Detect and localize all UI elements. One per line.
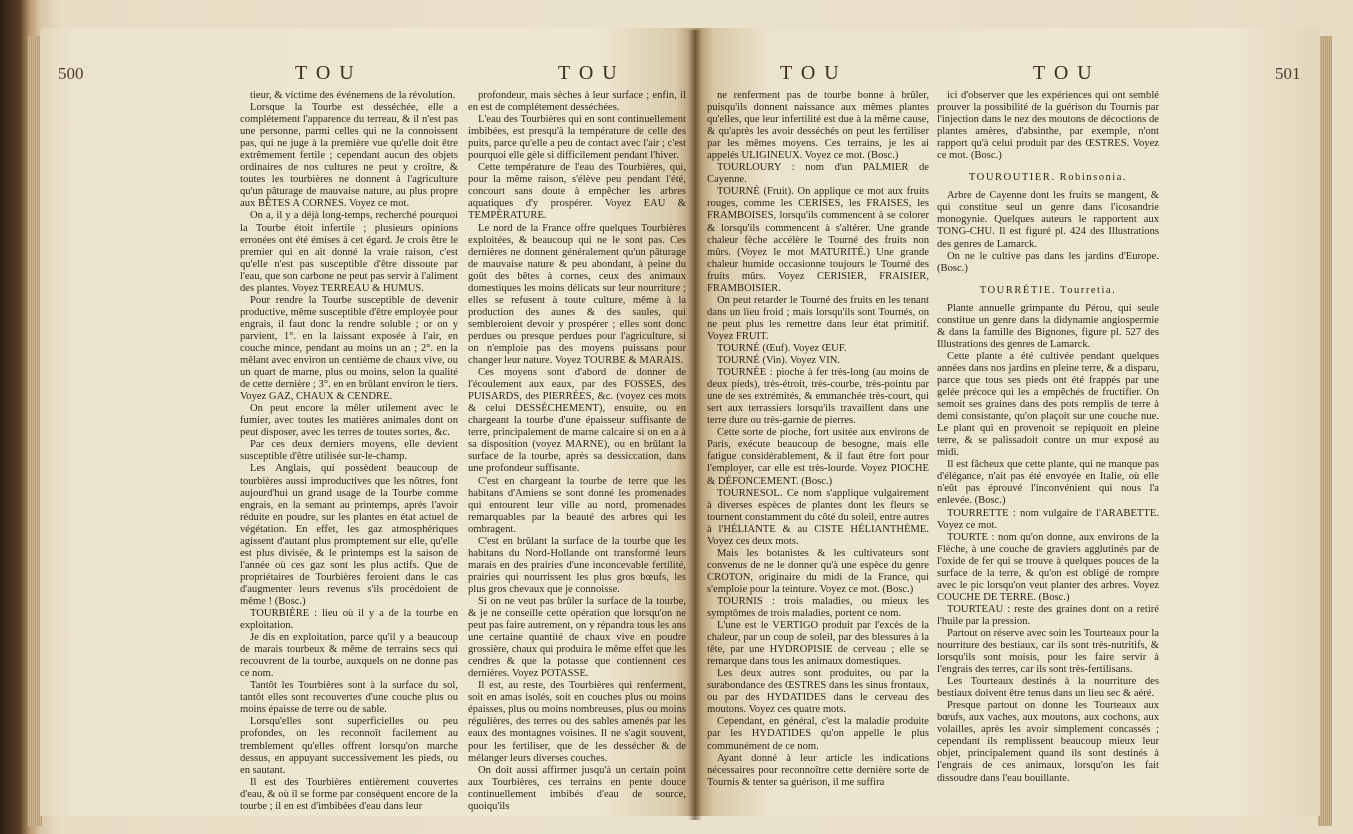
entry-heading: TOURRÉTIE. Tourretia. <box>979 284 1117 296</box>
paragraph: TOURLOURY : nom d'un PALMIER de Cayenne. <box>707 162 929 186</box>
paragraph: Les Tourteaux destinés à la nourriture des bestiaux doivent être tenus dans un lieu sec & aéré. <box>937 676 1159 700</box>
paragraph: Plante annuelle grimpante du Pérou, qui seule constitue un genre dans la didynamie angiospermie & dans la famille des Bignones, figure pl. 527 des Illustrations des genres de Lamarck. <box>937 302 1159 350</box>
paragraph: Il est fâcheux que cette plante, qui ne manque pas d'élégance, n'ait pas été envoyée en Italie, où elle n'eût pas éprouvé l'inconvénient qui nous l'a enlevée. (Bosc.) <box>937 459 1159 507</box>
left-column-1 <box>240 90 458 813</box>
paragraph: Ayant donné à leur article les indications nécessaires pour reconnoître cette dernière sorte de Tournis & tenter sa guérison, il me suffira <box>707 752 929 788</box>
left-page-number: 500 <box>58 64 84 83</box>
left-column-2 <box>468 90 686 813</box>
paragraph: Arbre de Cayenne dont les fruits se mangent, & qui constitue seul un genre dans l'icosandrie monogynie. Quelques auteurs le rapportent aux TONG-CHU. Il est figuré pl. 424 des Illustrations des genres de Lamarck. <box>937 190 1159 250</box>
paragraph: Mais les botanistes & les cultivateurs sont convenus de ne le donner qu'à une espèce du genre CROTON, originaire du midi de la France, qui s'emploie pour la teinture. Voyez ce mot. (Bosc.) <box>707 547 929 595</box>
paragraph: Il est des Tourbières entièrement couvertes d'eau, & où il se forme par conséquent encore de la tourbe ; il en est d'imbibées d'eau dans leur <box>240 776 458 812</box>
paragraph: Tantôt les Tourbières sont à la surface du sol, tantôt elles sont recouvertes d'une couche plus ou moins épaisse de terre ou de sable. <box>240 680 458 716</box>
paragraph: tieur, & victime des événemens de la révolution. <box>250 90 456 101</box>
right-running-head-left: TOU <box>780 62 848 84</box>
left-running-head-left: TOU <box>295 62 363 84</box>
paragraph: TOURBIÈRE : lieu où il y a de la tourbe en exploitation. <box>240 608 458 632</box>
paragraph: L'une est le VERTIGO produit par l'excès de la chaleur, par un coup de soleil, par des blessures à la tête, par une HYDROPISIE de cerveau ; elle se remarque dans tous les animaux domestiques. <box>707 620 929 668</box>
paragraph: TOURTE : nom qu'on donne, aux environs de la Flèche, à une couche de graviers agglutinés par de l'oxide de fer qui se trouve à quelques pouces de la surface de la terre, & qu'on est obligé de rompre avec le pic lorsqu'on veut planter des arbres. Voyez COUCHE DE TERRE. (Bosc.) <box>937 531 1159 603</box>
paragraph: Pour rendre la Tourbe susceptible de devenir productive, même susceptible d'être employée pour engrais, il faut donc la rendre soluble ; or on y parvient, 1°. en la laissant exposée à l'air, en couche mince, pendant au moins un an ; 2°. en la mêlant avec environ un centième de chaux vive, ou un quart de marne, plus ou moins, selon la qualité de cette dernière ; 3°. en en brûlant environ le tiers. Voyez GAZ, CHAUX & CENDRE. <box>240 294 458 403</box>
right-page-stack-edge <box>1318 36 1332 826</box>
paragraph: Cependant, en général, c'est la maladie produite par les HYDATIDES qu'on appelle le plus communément de ce nom. <box>707 716 929 752</box>
paragraph: Si on ne veut pas brûler la surface de la tourbe, & je ne conseille cette opération que lorsqu'on ne peut pas faire autrement, on y répandra tous les ans une certaine quantité de chaux vive en poudre grossière, chaux qui produira le même effet que les cendres & que la potasse que contiennent ces dernières. Voyez POTASSE. <box>468 595 686 680</box>
paragraph: profondeur, mais sèches à leur surface ; enfin, il en est de complétement desséchées. <box>468 90 686 114</box>
left-page <box>40 28 695 816</box>
entry-heading: TOUROUTIER. Robinsonia. <box>968 172 1128 184</box>
right-column-1 <box>707 90 929 789</box>
left-running-head-right: TOU <box>558 62 626 84</box>
paragraph: Presque partout on donne les Tourteaux aux bœufs, aux vaches, aux moutons, aux cochons, aux volailles, après les avoir simplement concassés ; cependant ils remplissent beaucoup mieux leur objet, principalement quand ils sont destinés à l'engrais de ces animaux, lorsqu'on les fait dissoudre dans l'eau bouillante. <box>937 700 1159 784</box>
paragraph: Cette sorte de pioche, fort usitée aux environs de Paris, exécute beaucoup de besogne, mais elle fatigue considérablement, & il faut être fort pour l'employer, car elle est très-lourde. Voyez PIOCHE & DÉFONCEMENT. (Bosc.) <box>707 427 929 487</box>
paragraph: Les deux autres sont produites, ou par la surabondance des ŒSTRES dans les sinus frontaux, ou par des HYDATIDES dans le cerveau des moutons. Voyez ces quatre mots. <box>707 668 929 716</box>
paragraph: Les Anglais, qui possèdent beaucoup de tourbières aussi improductives que les nôtres, font aujourd'hui un grand usage de la Tourbe comme engrais, en la semant au printemps, après l'avoir réduite en poudre, sur les plantes en état actuel de végétation. En effet, les gaz atmosphériques agissent d'autant plus promptement sur elle, qu'elle est plus divisée, & le printemps est la saison de l'année où ces gaz sont les plus actifs. Que de propriétaires de Tourbières feroient dans le cas d'augmenter leurs revenus s'ils procédoient de même ! (Bosc.) <box>240 463 458 607</box>
paragraph: TOURNESOL. Ce nom s'applique vulgairement à diverses espèces de plantes dont les fleurs se tournent constamment du côté du soleil, entre autres à l'HÉLIANTE & au CISTE HÉLIANTHÈME. Voyez ces deux mots. <box>707 487 929 547</box>
paragraph: Je dis en exploitation, parce qu'il y a beaucoup de marais tourbeux & même de terrains secs qui recouvrent de la tourbe, auxquels on ne donne pas ce nom. <box>240 632 458 680</box>
right-running-head-right: TOU <box>1033 62 1101 84</box>
paragraph: L'eau des Tourbières qui en sont continuellement imbibées, est presqu'à la température de celle des puits, parce qu'elle a peu de contact avec l'air ; c'est pourquoi elle gèle si difficilement pendant l'hiver. <box>468 114 686 162</box>
paragraph: On doit aussi affirmer jusqu'à un certain point aux Tourbières, ces terrains en pente douce continuellement imbibés d'eau de source, quoiqu'ils <box>468 764 686 812</box>
paragraph: On a, il y a déjà long-temps, recherché pourquoi la Tourbe étoit infertile ; plusieurs opinions erronées ont été émises à cet égard. Je crois être le premier qui en ait donné la vraie raison, c'est qu'elle n'est pas susceptible d'être dissoute par l'eau, que son carbone ne peut pas servir à l'aliment des plantes. Voyez TERREAU & HUMUS. <box>240 210 458 294</box>
paragraph: Cette température de l'eau des Tourbières, qui, pour la même raison, s'élève peu pendant l'été, concourt sans doute à empêcher les arbres aquatiques d'y prospérer. Voyez EAU & TEMPÉRATURE. <box>468 162 686 222</box>
paragraph: TOURRETTE : nom vulgaire de l'ARABETTE. Voyez ce mot. <box>937 507 1159 531</box>
paragraph: ne renferment pas de tourbe bonne à brûler, puisqu'ils donnent naissance aux mêmes plantes qu'elles, que leur infertilité est due à la même cause, & qu'après les avoir desséchés on peut les fertiliser par les mêmes moyens. Ces terrains, je les ai appelés ULIGINEUX. Voyez ce mot. (Bosc.) <box>707 90 929 162</box>
paragraph: C'est en chargeant la tourbe de terre que les habitans d'Amiens se sont donné les promenades qui entourent leur ville au nord, promenades remarquables par la beauté des arbres qui les ombragent. <box>468 475 686 535</box>
book-spine-gutter <box>688 30 702 820</box>
paragraph: TOURNÉ (Fruit). On applique ce mot aux fruits rouges, comme les CERISES, les FRAISES, les FRAMBOISES, lorsqu'ils commencent à se colorer & lorsqu'ils commencent à s'altérer. Une grande chaleur fèche accélère le Tourné des fruits non mûrs. (Voyez le mot MATURITÉ.) Une grande chaleur humide occasionne toujours le Tourné des fruits mûrs. Voyez CERISIER, FRAISIER, FRAMBOISIER. <box>707 186 929 294</box>
paragraph: TOURNÉ (Vin). Voyez VIN. <box>717 355 841 367</box>
paragraph: C'est en brûlant la surface de la tourbe que les habitans du Nord-Hollande ont transformé leurs marais en des prairies d'une inconcevable fertilité, prairies qui nourrissent les plus gros bœufs, les plus gros chevaux que je connoisse. <box>468 535 686 595</box>
paragraph: On peut encore la mêler utilement avec le fumier, avec toutes les matières animales dont on peut disposer, avec les terres de toutes sortes, &c. <box>240 403 458 439</box>
paragraph: Le nord de la France offre quelques Tourbières exploitées, & beaucoup qui ne le sont pas. Ces dernières ne donnent généralement qu'un pâturage de mauvaise nature & peu abondant, à peine du goût des bêtes à cornes, ceux des animaux domestiques les moins délicats sur leur nourriture ; elles se refusent à toute culture, même à la production des aunes & des saules, qui sembleroient devoir y prospérer ; elles sont donc perdues ou presque perdues pour l'agriculture, si on n'emploie pas des moyens puissans pour changer leur nature. Voyez TOURBE & MARAIS. <box>468 222 686 367</box>
paragraph: Il est, au reste, des Tourbières qui renferment, soit en amas isolés, soit en couches plus ou moins épaisses, plus ou moins nombreuses, plus ou moins régulières, des terres ou des sables amenés par les eaux des montagnes voisines. Il ne s'agit souvent, pour les fertiliser, que de les dessécher & de mélanger leurs diverses couches. <box>468 680 686 764</box>
right-page <box>695 28 1320 816</box>
paragraph: Lorsqu'elles sont superficielles ou peu profondes, on les reconnoît facilement au tremblement qu'elles offrent lorsqu'on marche dessus, en appuyant successivement les pieds, ou en sautant. <box>240 716 458 776</box>
paragraph: TOURTEAU : reste des graines dont on a retiré l'huile par la pression. <box>937 603 1159 627</box>
paragraph: Lorsque la Tourbe est desséchée, elle a complétement l'apparence du terreau, & il n'est pas une personne, parmi celles qui ne la connoissent pas, qui ne juge à la première vue qu'elle doit être extrêmement fertile ; cependant aucun des objets ordinaires de nos cultures ne peut y croître, & toutes les tourbières ne donnent à l'agriculture qu'un pâturage de mauvaise nature, au plus propre aux BÊTES A CORNES. Voyez ce mot. <box>240 102 458 210</box>
paragraph: On peut retarder le Tourné des fruits en les tenant dans un lieu froid ; mais lorsqu'ils sont Tournés, on ne peut plus les remettre dans leur état primitif. Voyez FRUIT. <box>707 294 929 342</box>
paragraph: TOURNIS : trois maladies, ou mieux les symptômes de trois maladies, portent ce nom. <box>707 595 929 620</box>
paragraph: Ces moyens sont d'abord de donner de l'écoulement aux eaux, par des FOSSES, des PUISARDS, des PIERRÉES, &c. (voyez ces mots & celui DESSÈCHEMENT), ensuite, ou en chargeant la tourbe d'une épaisseur suffisante de terre, principalement de marne calcaire si on en a à sa disposition (voyez MARNE), ou en brûlant la surface de la tourbe, après sa dessiccation, dans une profondeur suffisante. <box>468 367 686 475</box>
paragraph: Cette plante a été cultivée pendant quelques années dans nos jardins en pleine terre, & a disparu, parce que tous ses pieds ont été frappés par une gelée précoce qui les a empêchés de fructifier. On semoit ses graines dans des pots remplis de terre à demi consistante, qu'on plaçoit sur une couche nue. Le plant qui en provenoit se repiquoit en pleine terre, & se palissadoit contre un mur exposé au midi. <box>937 350 1159 459</box>
paragraph: TOURNÉE : pioche à fer très-long (au moins de deux pieds), très-étroit, très-courbe, très-pointu par une de ses extrémités, & emmanchée très-court, qui sert aux terrassiers lorsqu'ils travaillent dans une terre dure ou très-garnie de pierres. <box>707 367 929 427</box>
paragraph: Par ces deux derniers moyens, elle devient susceptible d'être utilisée sur-le-champ. <box>240 439 458 463</box>
paragraph: ici d'observer que les expériences qui ont semblé prouver la possibilité de la guérison du Tournis par l'injection dans le nez des moutons de décoctions de plantes amères, d'absinthe, par exemple, n'ont rapport qu'à celui produit par des ŒSTRES. Voyez ce mot. (Bosc.) <box>937 90 1159 162</box>
right-page-number: 501 <box>1275 64 1301 83</box>
right-column-2 <box>937 90 1159 785</box>
paragraph: On ne le cultive pas dans les jardins d'Europe. (Bosc.) <box>937 250 1159 274</box>
paragraph: TOURNÉ (Œuf). Voyez ŒUF. <box>717 342 847 354</box>
paragraph: Partout on réserve avec soin les Tourteaux pour la nourriture des bestiaux, car ils sont très-nutritifs, & lorsqu'ils sont moisis, pour les faire servir à l'engrais des terres, car ils sont très-fertilisans. <box>937 627 1159 676</box>
